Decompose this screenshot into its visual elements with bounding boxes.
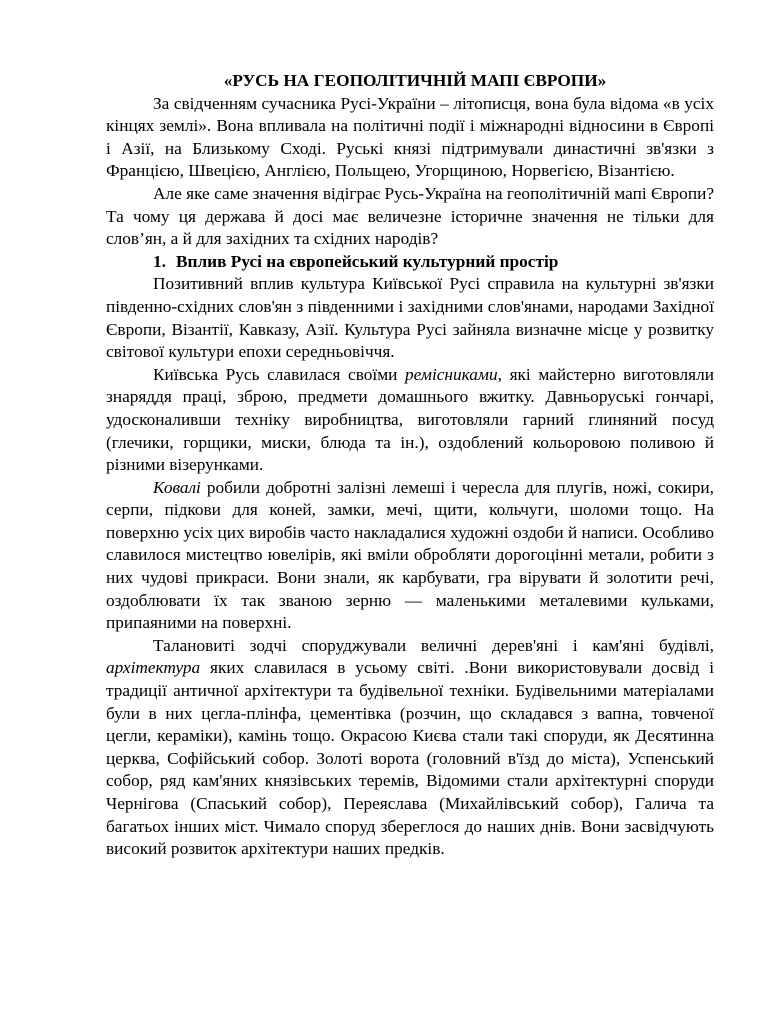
section-1-paragraph-2 <box>106 364 714 477</box>
paragraph-2-text-start: Київська Русь славилася своїми <box>153 364 406 384</box>
document-page <box>106 70 714 861</box>
section-1-paragraph-4 <box>106 635 714 861</box>
intro-paragraph-1: За свідченням сучасника Русі-України – літописця, вона була відома «в усіх кінцях землі». Вона впливала на політичні події і міжнародні відносини в Європі і Азії, на Близькому Сході. Руські князі підтримували династичні зв'язки з Францією, Швецією, Англією, Польщею, Угорщиною, Норвегією, Візантією. <box>106 93 714 181</box>
paragraph-2-text-end: , які майстерно виготовляли знаряддя праці, зброю, предмети домашнього вжитку. Давньоруські гончарі, удосконаливши техніку виробництва, виготовляли гарний глиняний посуд (глечики, горщики, миски, блюда та ін.), оздоблений кольоровою поливою й різними візерунками. <box>106 364 714 475</box>
section-1-paragraph-1: Позитивний вплив культура Київської Русі справила на культурні зв'язки південно-східних слов'ян з південними і західними слов'янами, народами Західної Європи, Візантії, Кавказу, Азії. Культура Русі зайняла визначне місце у розвитку світової культури епохи середньовіччя. <box>106 274 714 362</box>
section-1-heading-text: Вплив Русі на європейський культурний простір <box>176 251 559 271</box>
artisans-term: ремісниками <box>405 364 498 384</box>
document-title: «РУСЬ НА ГЕОПОЛІТИЧНІЙ МАПІ ЄВРОПИ» <box>223 71 607 90</box>
blacksmiths-term: Ковалі <box>153 477 201 497</box>
section-1-heading <box>106 251 714 274</box>
architecture-term: архітектура <box>106 658 201 678</box>
section-1-number: 1. <box>153 251 166 271</box>
paragraph-4-text-end: яких славилася в усьому світі. .Вони використовували досвід і традиції античної архітектури та будівельної техніки. Будівельними матеріалами були в них цегла-плінфа, цементівка (розчин, що складався з вапна, товченої цегли, кераміки), камінь тощо. Окрасою Києва стали такі споруди, як Десятинна церква, Софійський собор. Золоті ворота (головний в'їзд до міста), Успенський собор, ряд кам'яних князівських теремів, Відомими стали архітектурні споруди Чернігова (Спаський собор), Переяслава (Михайлівський собор), Галича та багатьох інших міст. Чимало споруд збереглося до наших днів. Вони засвідчують високий розвиток архітектури наших предків. <box>106 658 714 859</box>
paragraph-4-text-start: Талановиті зодчі споруджували величні дерев'яні і кам'яні будівлі, <box>153 635 714 655</box>
intro-paragraph-2: Але яке саме значення відіграє Русь-Україна на геополітичній мапі Європи? Та чому ця держава й досі має величезне історичне значення не тільки для слов’ян, а й для західних та східних народів? <box>106 183 714 249</box>
section-1-paragraph-3 <box>106 477 714 635</box>
paragraph-3-text: робили добротні залізні лемеші і чересла для плугів, ножі, сокири, серпи, підкови для коней, замки, мечі, щити, кольчуги, шоломи тощо. На поверхню усіх цих виробів часто накладалися художні оздоби й написи. Особливо славилося мистецтво ювелірів, які вміли обробляти дорогоцінні метали, робити з них чудові прикраси. Вони знали, як карбувати, гра вірувати й золотити речі, оздоблювати їх так званою зерню — маленькими металевими кульками, припаяними на поверхні. <box>106 477 714 633</box>
